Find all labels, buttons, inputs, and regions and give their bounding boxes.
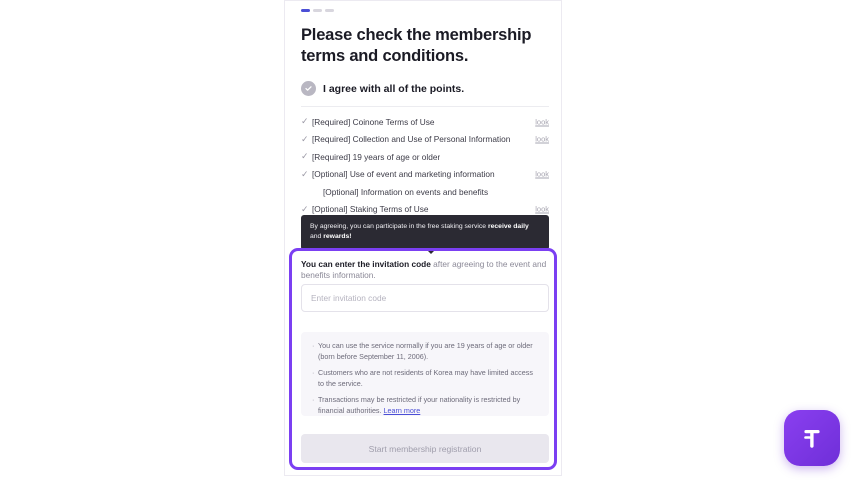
term-label: [Required] 19 years of age or older <box>312 151 441 162</box>
notice-text-main: Transactions may be restricted if your nationality is restricted by financial authorities. <box>318 395 521 415</box>
check-icon[interactable]: ✓ <box>301 203 309 214</box>
progress-indicator <box>301 9 334 12</box>
check-icon[interactable]: ✓ <box>301 133 309 144</box>
invitation-code-label <box>301 259 549 281</box>
tooltip-line-2 <box>310 232 540 242</box>
term-label: [Optional] Information on events and benefits <box>323 186 489 197</box>
tooltip-highlight-1: receive daily <box>487 223 529 230</box>
mobile-signup-card <box>284 0 562 476</box>
term-label: [Optional] Use of event and marketing information <box>312 169 495 180</box>
progress-step-1 <box>301 9 310 12</box>
terms-list <box>301 113 549 218</box>
notice-text: Customers who are not residents of Korea may have limited access to the service. <box>318 368 533 388</box>
learn-more-link[interactable]: Learn more <box>383 405 421 415</box>
bullet-icon: · <box>312 368 315 377</box>
term-label: [Required] Coinone Terms of Use <box>312 116 435 127</box>
notice-text <box>318 395 538 416</box>
tooltip-text-2: and <box>310 233 322 240</box>
term-row-sub[interactable] <box>301 183 549 201</box>
divider <box>301 106 549 107</box>
agree-all-row[interactable] <box>301 81 549 96</box>
term-row[interactable] <box>301 148 549 166</box>
page-title: Please check the membership terms and conditions. <box>301 26 532 65</box>
progress-step-3 <box>325 9 334 12</box>
check-icon[interactable]: ✓ <box>301 168 309 179</box>
agree-all-label: I agree with all of the points. <box>323 82 465 95</box>
notice-item <box>312 368 538 389</box>
progress-step-2 <box>313 9 322 12</box>
term-row[interactable] <box>301 166 549 184</box>
card-content <box>285 1 561 475</box>
brand-badge-icon[interactable] <box>784 410 840 466</box>
notice-item <box>312 395 538 416</box>
staking-tooltip <box>301 215 549 250</box>
tooltip-line-1 <box>310 222 540 232</box>
start-membership-registration-button[interactable]: Start membership registration <box>301 434 549 463</box>
notice-item <box>312 341 538 362</box>
term-look-link[interactable]: look <box>535 169 549 179</box>
tooltip-text-1: By agreeing, you can participate in the free staking service <box>310 223 487 230</box>
term-row[interactable] <box>301 113 549 131</box>
check-icon[interactable]: ✓ <box>301 151 309 162</box>
notice-panel <box>301 332 549 416</box>
invitation-code-label-rest: after agreeing to the event and benefits information. <box>301 259 547 280</box>
invitation-code-label-strong: You can enter the invitation code <box>301 259 431 269</box>
term-label: [Optional] Staking Terms of Use <box>312 204 429 215</box>
term-label: [Required] Collection and Use of Personal Information <box>312 134 511 145</box>
term-look-link[interactable]: look <box>535 117 549 127</box>
bullet-icon: · <box>312 341 315 350</box>
tooltip-highlight-2: rewards! <box>323 233 352 240</box>
term-look-link[interactable]: look <box>535 204 549 214</box>
check-icon[interactable]: ✓ <box>301 116 309 127</box>
notice-text: You can use the service normally if you are 19 years of age or older (born before September 11, 2006). <box>318 341 533 361</box>
invitation-code-input[interactable] <box>301 284 549 312</box>
term-row[interactable] <box>301 131 549 149</box>
bullet-icon: · <box>312 395 315 404</box>
term-look-link[interactable]: look <box>535 134 549 144</box>
tooltip-arrow-icon <box>427 250 435 254</box>
check-circle-icon[interactable] <box>301 81 316 96</box>
